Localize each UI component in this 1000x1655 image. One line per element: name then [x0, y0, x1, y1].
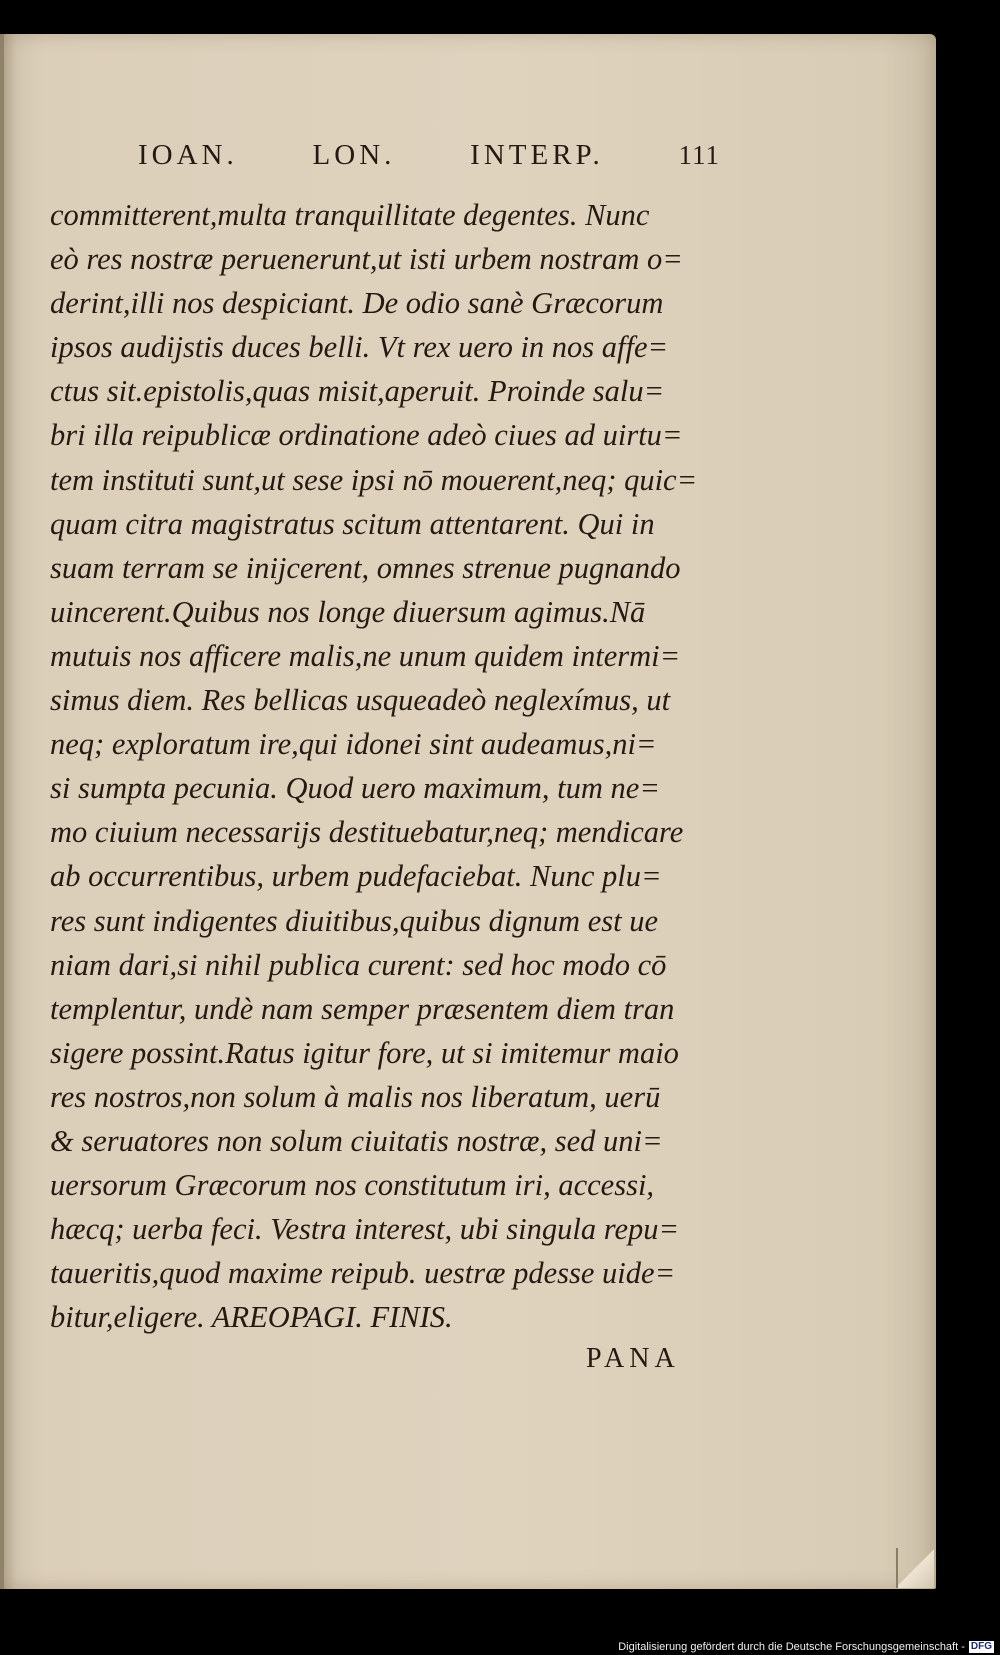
text-line: bitur,eligere. AREOPAGI. FINIS. — [50, 1300, 453, 1335]
text-line: bri illa reipublicæ ordinatione adeò ciues ad uirtu= — [50, 418, 683, 453]
folio-number: 111 — [678, 139, 720, 170]
text-line: simus diem. Res bellicas usqueadeò neglexímus, ut — [50, 683, 671, 718]
running-head-author: IOAN. — [138, 138, 238, 171]
running-head-section: INTERP. — [470, 138, 604, 171]
text-line: uersorum Græcorum nos constitutum iri, accessi, — [50, 1168, 655, 1203]
text-line: uincerent.Quibus nos longe diuersum agimus.Nā — [50, 594, 646, 629]
text-line: & seruatores non solum ciuitatis nostræ, sed uni= — [50, 1123, 663, 1158]
text-line: ctus sit.epistolis,quas misit,aperuit. Proinde salu= — [50, 374, 665, 409]
digitization-credit — [618, 1641, 994, 1653]
text-line: taueritis,quod maxime reipub. uestræ pdesse uide= — [50, 1256, 676, 1291]
text-line: niam dari,si nihil publica curent: sed hoc modo cō — [50, 947, 667, 982]
text-line: si sumpta pecunia. Quod uero maximum, tum ne= — [50, 771, 660, 806]
text-line: eò res nostræ peruenerunt,ut isti urbem nostram o= — [50, 242, 683, 277]
catchword: PANA — [586, 1343, 680, 1374]
text-line: templentur, undè nam semper præsentem diem tran — [50, 991, 675, 1026]
text-line: quam citra magistratus scitum attentarent. Qui in — [50, 506, 655, 541]
body-text — [50, 193, 730, 1339]
text-line: suam terram se inijcerent, omnes strenue pugnando — [50, 550, 681, 585]
running-head — [138, 135, 720, 175]
text-line: neq; exploratum ire,qui idonei sint audeamus,ni= — [50, 727, 657, 762]
text-line: ipsos audijstis duces belli. Vt rex uero in nos affe= — [50, 330, 669, 365]
running-head-short-name: LON. — [312, 138, 396, 171]
text-line: ab occurrentibus, urbem pudefaciebat. Nunc plu= — [50, 859, 662, 894]
text-line: res sunt indigentes diuitibus,quibus dignum est ue — [50, 903, 659, 938]
text-line: derint,illi nos despiciant. De odio sanè Græcorum — [50, 286, 664, 321]
text-line: mutuis nos afficere malis,ne unum quidem intermi= — [50, 638, 681, 673]
text-line: hæcq; uerba feci. Vestra interest, ubi singula repu= — [50, 1212, 680, 1247]
folded-page-corner — [896, 1548, 934, 1588]
text-line: res nostros,non solum à malis nos liberatum, uerū — [50, 1079, 661, 1114]
text-line: tem instituti sunt,ut sese ipsi nō mouerent,neq; quic= — [50, 462, 698, 497]
dfg-logo: DFG — [970, 1641, 992, 1652]
text-line: sigere possint.Ratus igitur fore, ut si imitemur maio — [50, 1035, 679, 1070]
text-line: mo ciuium necessarijs destituebatur,neq; mendicare — [50, 815, 684, 850]
text-line: committerent,multa tranquillitate degentes. Nunc — [50, 198, 650, 232]
credit-text: Digitalisierung gefördert durch die Deutsche Forschungsgemeinschaft - — [618, 1641, 965, 1653]
